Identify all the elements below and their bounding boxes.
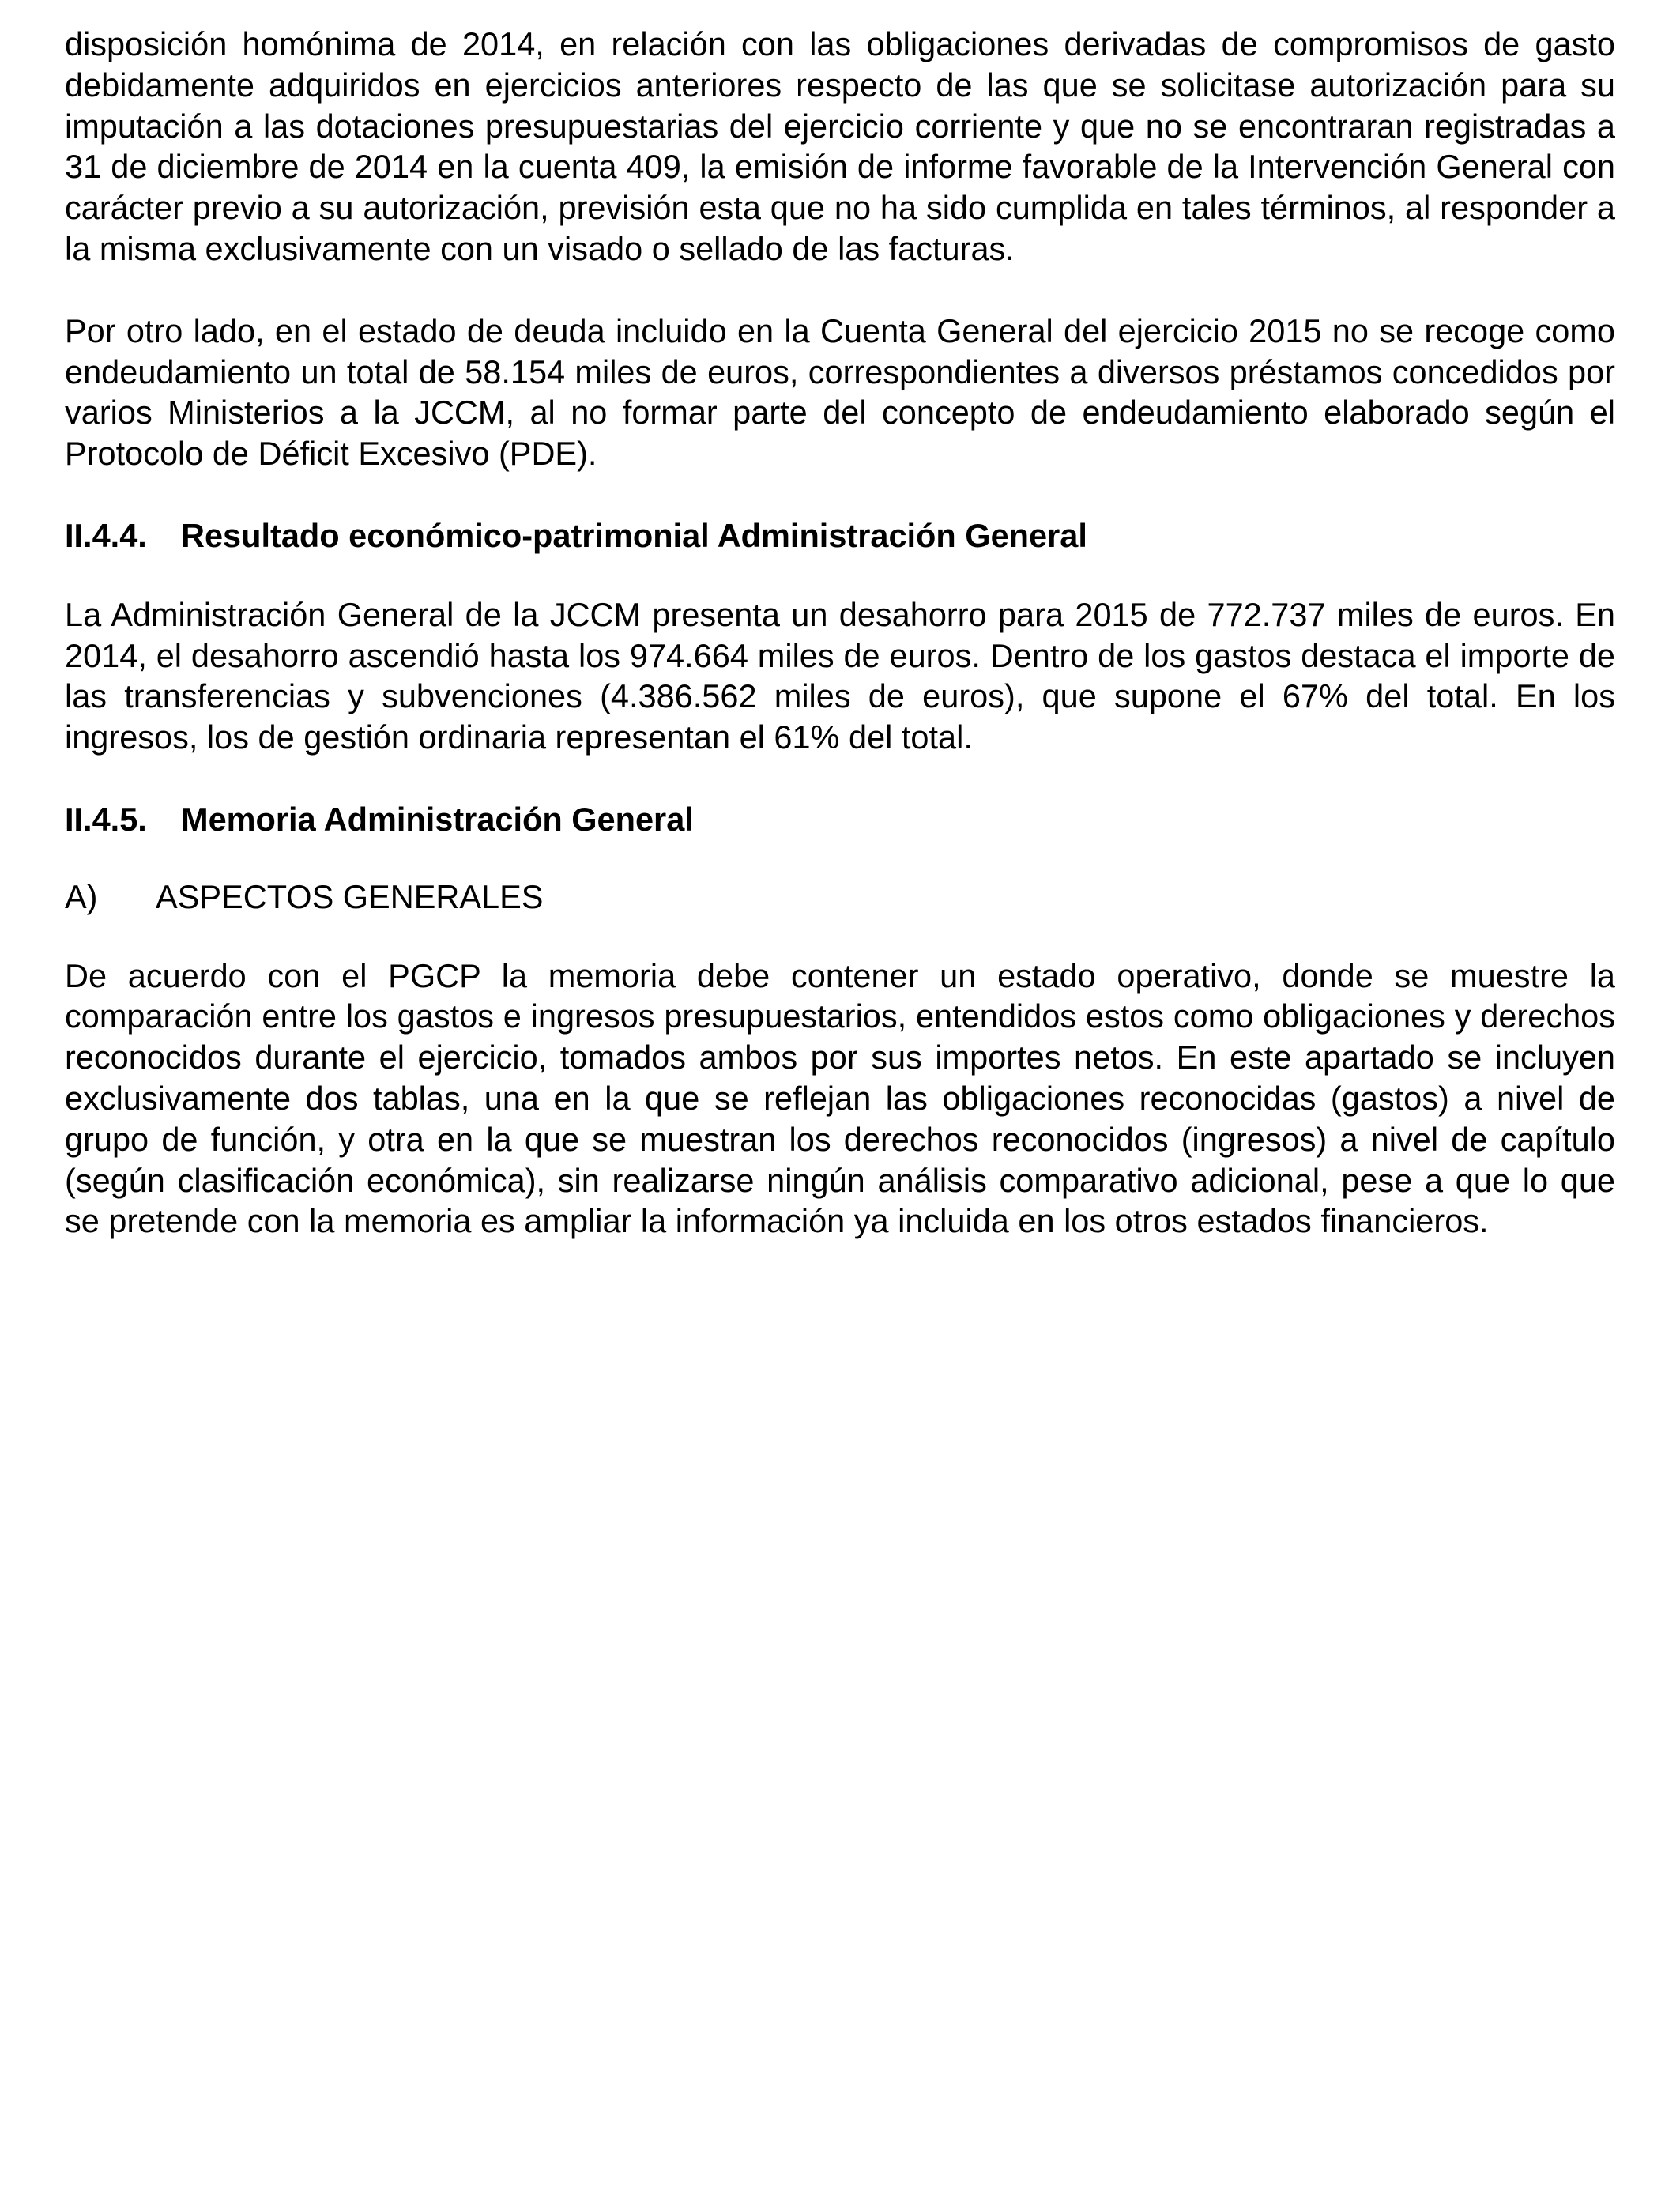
paragraph-desahorro: La Administración General de la JCCM presenta un desahorro para 2015 de 772.737 miles de euros. En 2014, el desahorro ascendió hasta los 974.664 miles de euros. Dentro de los gastos destaca el importe de las transferencias y subvenciones (4.386.562 miles de euros), que supone el 67% del total. En los ingresos, los de gestión ordinaria representan el 61% del total. (65, 595, 1615, 756)
document-page (65, 24, 1615, 1242)
subsection-heading-aspectos (65, 876, 1615, 918)
section-number: II.4.5. (65, 800, 147, 838)
section-number: II.4.4. (65, 516, 147, 554)
subsection-letter: A) (65, 877, 98, 915)
section-title: Memoria Administración General (181, 800, 694, 838)
section-heading-memoria (65, 799, 1615, 840)
section-heading-resultado (65, 515, 1615, 556)
paragraph-obligaciones: disposición homónima de 2014, en relación con las obligaciones derivadas de compromisos de gasto debidamente adquiridos en ejercicios anteriores respecto de las que se solicitase autorización para su imputación a las dotaciones presupuestarias del ejercicio corriente y que no se encontraran registradas a 31 de diciembre de 2014 en la cuenta 409, la emisión de informe favorable de la Intervención General con carácter previo a su autorización, previsión esta que no ha sido cumplida en tales términos, al responder a la misma exclusivamente con un visado o sellado de las facturas. (65, 25, 1615, 267)
paragraph-memoria: De acuerdo con el PGCP la memoria debe contener un estado operativo, donde se muestre la comparación entre los gastos e ingresos presupuestarios, entendidos estos como obligaciones y derechos reconocidos durante el ejercicio, tomados ambos por sus importes netos. En este apartado se incluyen exclusivamente dos tablas, una en la que se reflejan las obligaciones reconocidas (gastos) a nivel de grupo de función, y otra en la que se muestran los derechos reconocidos (ingresos) a nivel de capítulo (según clasificación económica), sin realizarse ningún análisis comparativo adicional, pese a que lo que se pretende con la memoria es ampliar la información ya incluida en los otros estados financieros. (65, 956, 1615, 1240)
section-title: Resultado económico-patrimonial Administración General (181, 516, 1087, 554)
paragraph-deuda: Por otro lado, en el estado de deuda incluido en la Cuenta General del ejercicio 2015 no se recoge como endeudamiento un total de 58.154 miles de euros, correspondientes a diversos préstamos concedidos por varios Ministerios a la JCCM, al no formar parte del concepto de endeudamiento elaborado según el Protocolo de Déficit Excesivo (PDE). (65, 311, 1615, 473)
subsection-title: ASPECTOS GENERALES (156, 877, 544, 915)
